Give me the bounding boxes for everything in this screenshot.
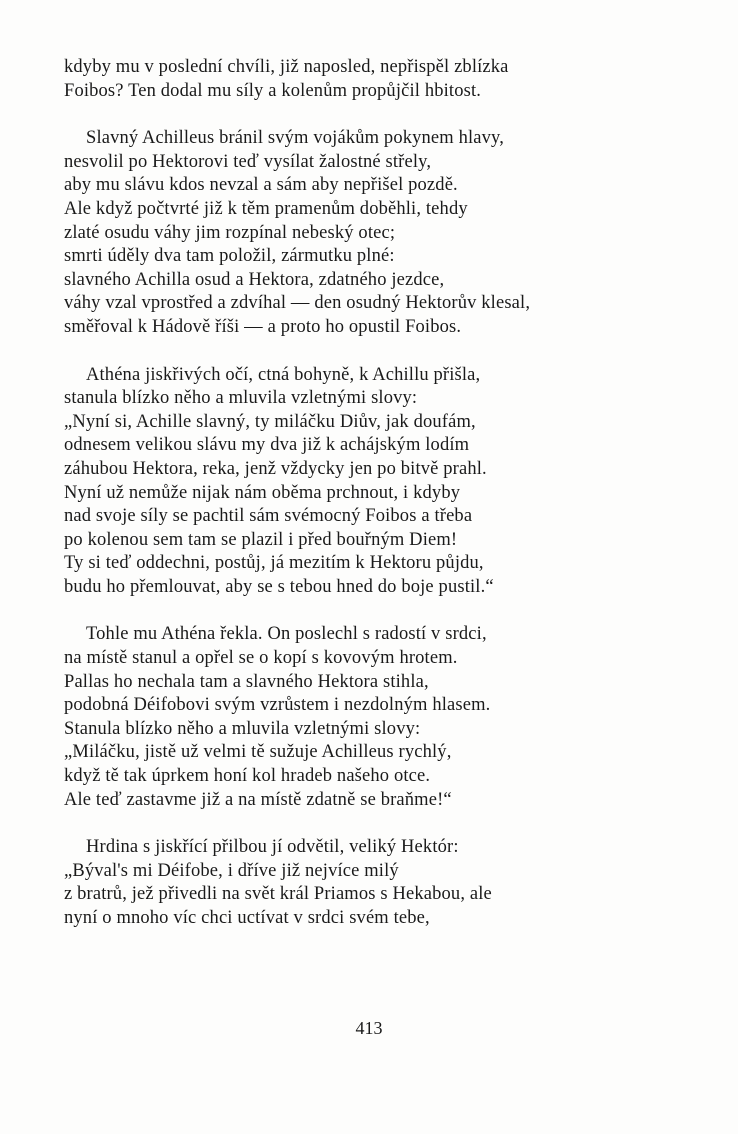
verse-line: když tě tak úprkem honí kol hradeb našeho otce. [64, 766, 431, 787]
stanza-1 [64, 56, 704, 103]
verse-line: Slavný Achilleus bránil svým vojákům pokynem hlavy, [86, 128, 505, 149]
verse-line: Nyní už nemůže nijak nám oběma prchnout, i kdyby [64, 482, 461, 503]
verse-line: odnesem velikou slávu my dva již k achájským lodím [64, 435, 470, 456]
verse-line: nad svoje síly se pachtil sám svémocný Foibos a třeba [64, 506, 473, 527]
verse-line: Pallas ho nechala tam a slavného Hektora stihla, [64, 671, 429, 692]
verse-line: Foibos? Ten dodal mu síly a kolenům propůjčil hbitost. [64, 80, 482, 101]
verse-line: směřoval k Hádově říši — a proto ho opustil Foibos. [64, 316, 462, 337]
verse-line: nyní o mnoho víc chci uctívat v srdci svém tebe, [64, 908, 430, 928]
verse-line: z bratrů, jež přivedli na svět král Priamos s Hekabou, ale [64, 884, 492, 905]
verse-line: stanula blízko něho a mluvila vzletnými slovy: [64, 388, 418, 409]
stanza-4 [64, 623, 704, 812]
verse-line: budu ho přemlouvat, aby se s tebou hned do boje pustil.“ [64, 576, 494, 597]
verse-line: smrti úděly dva tam položil, zármutku plné: [64, 246, 395, 267]
page-number: 413 [355, 1018, 383, 1038]
verse-line: kdyby mu v poslední chvíli, již naposled, nepřispěl zblízka [64, 57, 509, 77]
verse-line: Hrdina s jiskřící přilbou jí odvětil, veliký Hektór: [86, 837, 459, 858]
verse-line: Ale teď zastavme již a na místě zdatně se braňme!“ [64, 789, 452, 810]
verse-line: Ty si teď oddechni, postůj, já mezitím k Hektoru půjdu, [64, 553, 484, 574]
verse-line: na místě stanul a opřel se o kopí s kovovým hrotem. [64, 648, 458, 669]
verse-line: nesvolil po Hektorovi teď vysílat žalostné střely, [64, 151, 432, 172]
poem-text [64, 56, 704, 955]
verse-line: záhubou Hektora, reka, jenž vždycky jen po bitvě prahl. [64, 458, 487, 479]
verse-line: „Býval's mi Déifobe, i dříve již nejvíce milý [64, 860, 399, 881]
verse-line: zlaté osudu váhy jim rozpínal nebeský otec; [64, 222, 396, 243]
verse-line: „Nyní si, Achille slavný, ty miláčku Diův, jak doufám, [64, 411, 476, 432]
verse-line: Stanula blízko něho a mluvila vzletnými slovy: [64, 718, 421, 739]
stanza-2 [64, 127, 704, 339]
verse-line: podobná Déifobovi svým vzrůstem i nezdolným hlasem. [64, 695, 491, 716]
stanza-5 [64, 836, 704, 930]
verse-line: Ale když počtvrté již k těm pramenům doběhli, tehdy [64, 198, 468, 219]
verse-line: Athéna jiskřivých očí, ctná bohyně, k Achillu přišla, [86, 364, 481, 385]
verse-line: slavného Achilla osud a Hektora, zdatného jezdce, [64, 269, 445, 290]
stanza-3 [64, 364, 704, 600]
verse-line: Tohle mu Athéna řekla. On poslechl s radostí v srdci, [86, 624, 487, 645]
verse-line: „Miláčku, jistě už velmi tě sužuje Achilleus rychlý, [64, 742, 452, 763]
verse-line: váhy vzal vprostřed a zdvíhal — den osudný Hektorův klesal, [64, 293, 531, 314]
verse-line: aby mu slávu kdos nevzal a sám aby nepřišel pozdě. [64, 175, 458, 196]
verse-line: po kolenou sem tam se plazil i před bouřným Diem! [64, 529, 458, 550]
